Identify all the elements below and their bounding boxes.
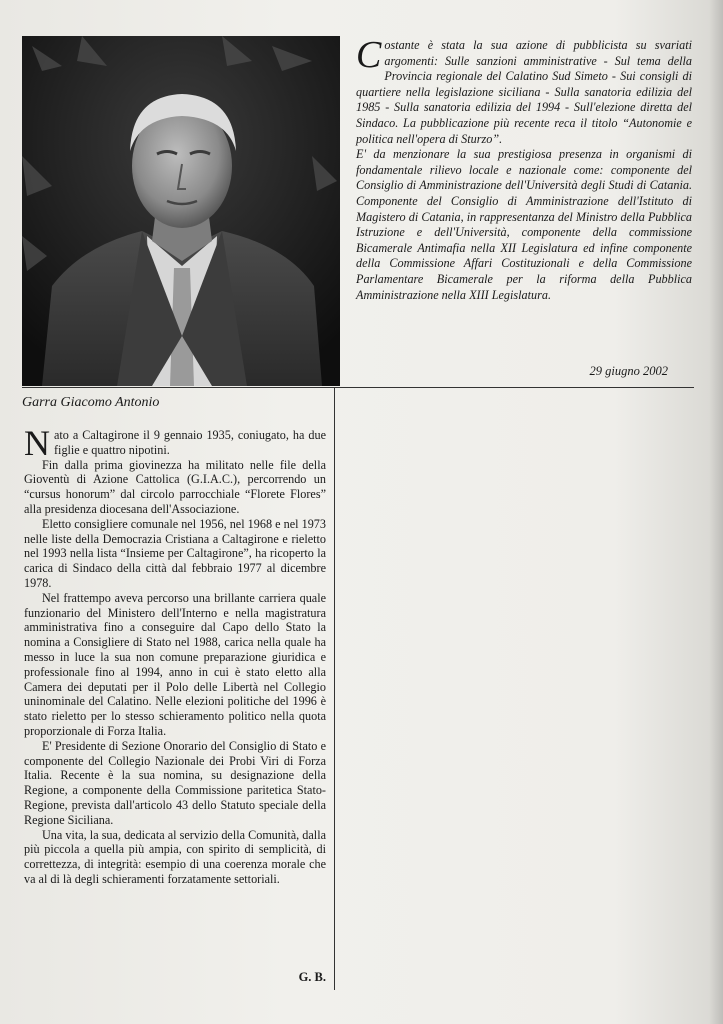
right-column-text [356, 34, 692, 303]
dropcap-n: N [24, 423, 50, 463]
page-edge-shadow [709, 0, 723, 1024]
portrait-photo [22, 36, 340, 386]
date-line: 29 giugno 2002 [589, 364, 668, 378]
left-paragraph-6: Una vita, la sua, dedicata al servizio della Comunità, dalla più piccola a quella più ampia, con spirito di semplicità, di correttezza, di integrità: esempio di una coerenza morale che va al di là degli schieramenti forzatamente settoriali. [24, 827, 326, 886]
left-paragraph-4: Nel frattempo aveva percorso una brillante carriera quale funzionario del Ministero dell'Interno e nella magistratura amministrativa fino a conseguire dal Capo dello Stato la nomina a Consigliere di Stato nel 1988, carica nella quale ha messo in luce la sua non comune preparazione giuridica e professionale fino al 1994, anno in cui è stato eletto alla Camera dei deputati per il Polo delle Libertà nel Collegio uninominale del Calatino. Nelle elezioni politiche del 1996 è stato rieletto per lo stesso schieramento politico nella quota proporzionale di Forza Italia. [24, 590, 326, 738]
right-paragraph-1-text: ostante è stata la sua azione di pubblicista su svariati argomenti: Sulle sanzioni amministrative - Sul tema della Provincia regionale del Calatino Sud Simeto - Sui consigli di quartiere nella legislazione siciliana - Sulla sanatoria edilizia del 1985 - Sulla sanatoria edilizia del 1994 - Sull'elezione diretta del Sindaco. La pubblicazione più recente reca il titolo “Autonomie e politica nell'opera di Sturzo”. [356, 38, 692, 146]
left-paragraph-1-text: ato a Caltagirone il 9 gennaio 1935, coniugato, ha due figlie e quattro nipotini. [54, 428, 326, 457]
right-paragraph-2: E' da menzionare la sua prestigiosa presenza in organismi di fondamentale rilievo locale e nazionale come: componente del Consiglio di Amministrazione dell'Università degli Studi di Catania. Componente del Consiglio di Amministrazione dell'Istituto di Magistero di Catania, in rappresentanza del Ministro della Pubblica Istruzione e dell'Università, componente della commissione Bicamerale Antimafia nella XII Legislatura ed infine componente della Commissione Affari Costituzionali e della Commissione Parlamentare Bicamerale per la riforma della Pubblica Amministrazione nella XIII Legislatura. [356, 147, 692, 302]
signature: G. B. [298, 970, 326, 984]
dropcap-c: C [356, 34, 382, 76]
right-paragraph-1 [356, 34, 692, 147]
horizontal-divider [22, 387, 694, 388]
left-column-text [24, 423, 326, 887]
vertical-divider [334, 388, 335, 990]
left-paragraph-1 [24, 423, 326, 463]
left-paragraph-3: Eletto consigliere comunale nel 1956, nel 1968 e nel 1973 nelle liste della Democrazia Cristiana a Caltagirone e rieletto nel 1993 nella lista “Insieme per Caltagirone”, ha ricoperto la carica di Sindaco della città dal febbraio 1977 al dicembre 1978. [24, 516, 326, 590]
left-paragraph-2: Fin dalla prima giovinezza ha militato nelle file della Gioventù di Azione Cattolica (G.I.A.C.), percorrendo un “cursus honorum” dal circolo parrocchiale “Florete Flores” alla presidenza diocesana dell'Associazione. [24, 457, 326, 516]
left-paragraph-5: E' Presidente di Sezione Onorario del Consiglio di Stato e componente del Collegio Nazionale dei Probi Viri di Forza Italia. Recente è la sua nomina, su designazione della Regione, a componente della Commissione paritetica Stato-Regione, prevista dall'articolo 43 dello Statuto speciale della Regione Siciliana. [24, 738, 326, 827]
portrait-illustration [22, 36, 340, 386]
bio-name-heading: Garra Giacomo Antonio [22, 395, 160, 410]
